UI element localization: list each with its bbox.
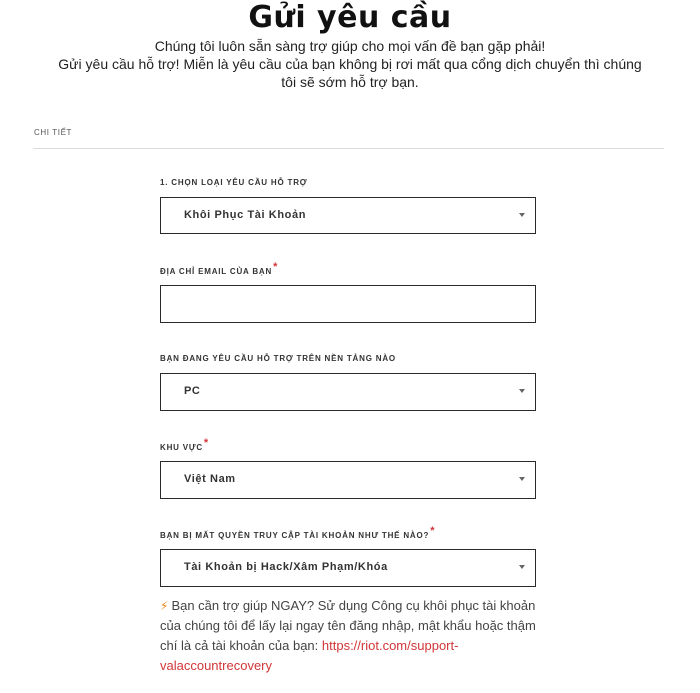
request-type-label-text: 1. CHỌN LOẠI YÊU CẦU HỖ TRỢ <box>160 178 308 187</box>
subtitle-line: Chúng tôi luôn sẵn sàng trợ giúp cho mọi vấn đề bạn gặp phải! <box>154 38 546 54</box>
region-select[interactable] <box>160 461 536 499</box>
region-label <box>160 437 209 453</box>
help-text <box>160 596 540 676</box>
required-mark: * <box>203 437 209 449</box>
email-field[interactable] <box>160 285 536 323</box>
lightning-icon: ⚡ <box>160 599 169 613</box>
request-type-label <box>160 178 307 187</box>
subtitle-line: tôi sẽ sớm hỗ trợ bạn. <box>281 74 419 90</box>
region-value: Việt Nam <box>184 473 236 485</box>
chevron-down-icon <box>519 389 525 393</box>
region-label-text: KHU VỰC <box>160 443 203 452</box>
required-mark: * <box>430 525 436 537</box>
platform-select[interactable] <box>160 373 536 411</box>
chevron-down-icon <box>519 477 525 481</box>
section-divider <box>33 148 664 149</box>
access-loss-label <box>160 525 436 541</box>
subtitle-line: Gửi yêu cầu hỗ trợ! Miễn là yêu cầu của bạn không bị rơi mất qua cổng dịch chuyển thì chúng <box>58 56 642 72</box>
help-text-body: Bạn cần trợ giúp NGAY? Sử dụng Công cụ khôi phục tài khoản của chúng tôi để lấy lại ngay tên đăng nhập, mật khẩu hoặc thậm chí là cả tài khoản của bạn: <box>160 598 536 653</box>
email-label-text: ĐỊA CHỈ EMAIL CỦA BẠN <box>160 267 273 276</box>
access-loss-select[interactable] <box>160 549 536 587</box>
email-label <box>160 261 279 277</box>
request-type-select[interactable] <box>160 197 536 234</box>
page-title: Gửi yêu cầu <box>248 0 452 35</box>
chevron-down-icon <box>519 565 525 569</box>
platform-label-text: BẠN ĐANG YÊU CẦU HỖ TRỢ TRÊN NỀN TẢNG NÀO <box>160 354 396 363</box>
section-label: CHI TIẾT <box>34 128 72 137</box>
required-mark: * <box>273 261 279 273</box>
chevron-down-icon <box>519 213 525 217</box>
page-subtitle <box>30 37 670 91</box>
account-recovery-link[interactable]: https://riot.com/support-valaccountrecovery <box>160 638 459 673</box>
request-type-value: Khôi Phục Tài Khoản <box>184 209 307 221</box>
platform-label <box>160 354 396 363</box>
access-loss-label-text: BẠN BỊ MẤT QUYỀN TRUY CẬP TÀI KHOẢN NHƯ THẾ NÀO? <box>160 531 430 540</box>
platform-value: PC <box>184 385 201 397</box>
access-loss-value: Tài Khoản bị Hack/Xâm Phạm/Khóa <box>184 561 388 573</box>
